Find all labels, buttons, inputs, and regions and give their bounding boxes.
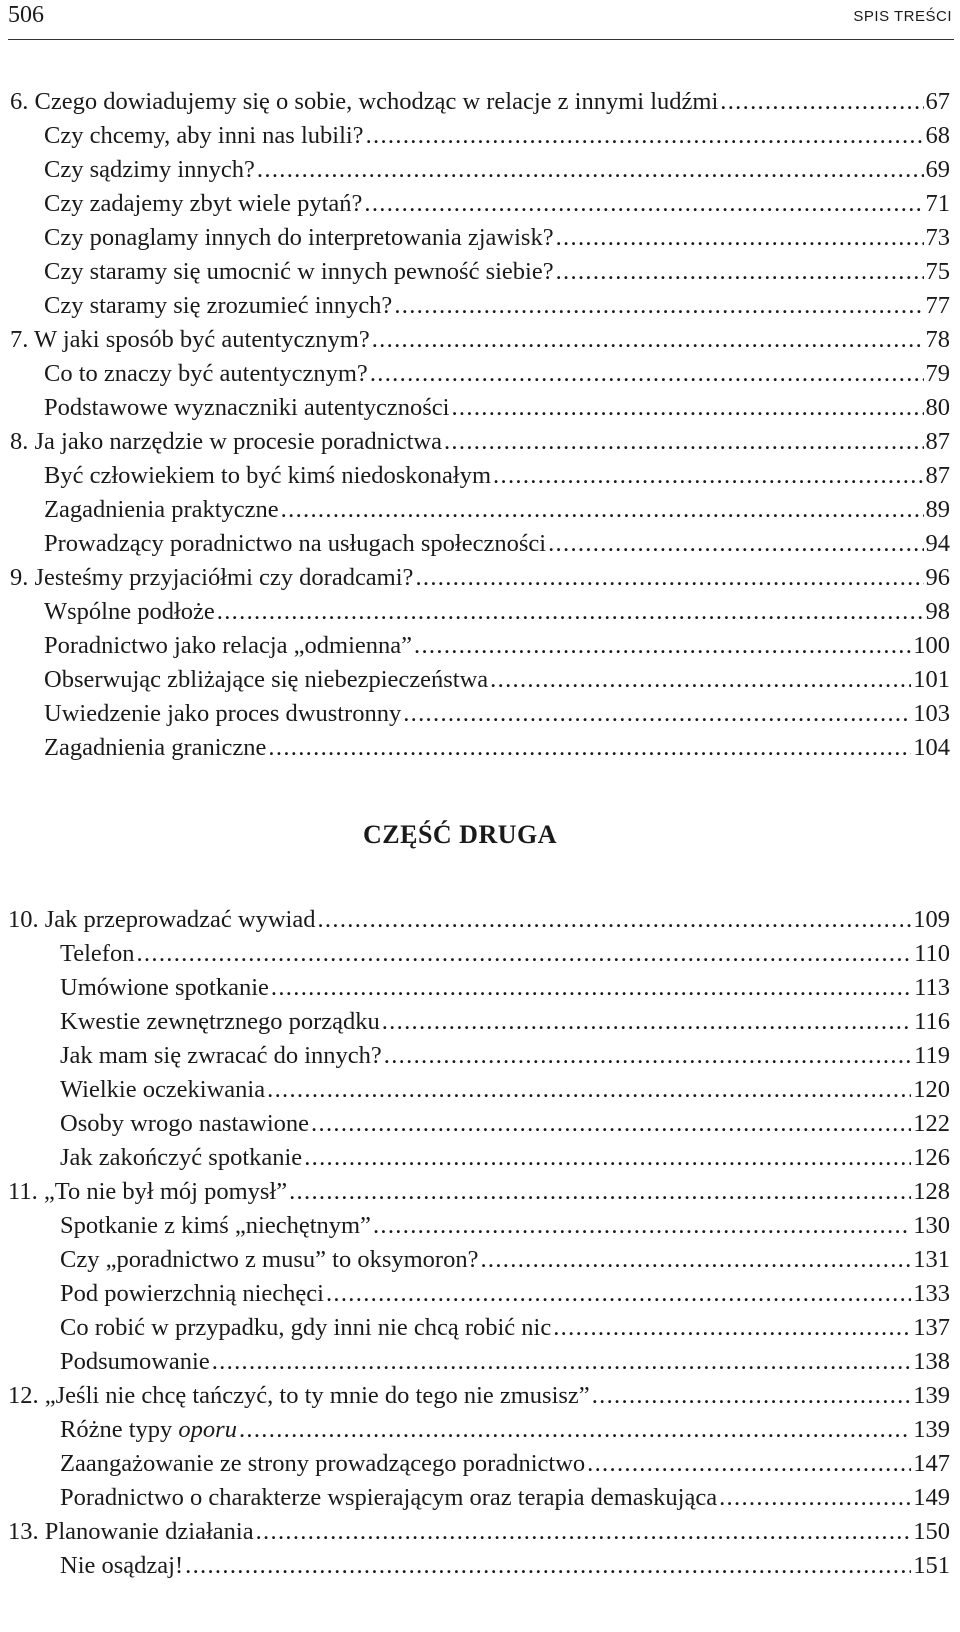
toc-entry-title: 10. Jak przeprowadzać wywiad [8,906,316,933]
toc-entry[interactable] [44,118,950,154]
toc-entry[interactable] [60,936,950,972]
toc-entry-chapter-11[interactable] [8,1174,950,1210]
toc-entry-page: 79 [925,360,950,387]
toc-entry[interactable] [44,152,950,188]
dot-leader [556,220,924,256]
toc-entry-page: 103 [913,700,950,727]
dot-leader [217,594,924,630]
dot-leader [281,492,924,528]
dot-leader [364,186,923,222]
toc-entry-title: 8. Ja jako narzędzie w procesie poradnictwa [10,428,442,455]
toc-entry-title: Zagadnienia graniczne [44,734,267,761]
toc-entry[interactable] [44,220,950,256]
toc-entry-title: Czy chcemy, aby inni nas lubili? [44,122,364,149]
dot-leader [587,1446,911,1482]
toc-entry[interactable] [60,1276,950,1312]
toc-entry-chapter-6[interactable] [10,84,950,120]
toc-entry-title: Co robić w przypadku, gdy inni nie chcą robić nic [60,1314,552,1341]
toc-entry-page: 149 [913,1484,950,1511]
toc-entry-page: 131 [913,1246,950,1273]
toc-entry-title: Czy „poradnictwo z musu” to oksymoron? [60,1246,479,1273]
dot-leader [304,1140,911,1176]
toc-entry[interactable] [60,1412,950,1448]
toc-entry-page: 126 [913,1144,950,1171]
toc-entry-page: 100 [913,632,950,659]
toc-entry-title: 12. „Jeśli nie chcę tańczyć, to ty mnie do tego nie zmusisz” [8,1382,590,1409]
dot-leader [719,1480,911,1516]
toc-entry-title-italic: oporu [178,1416,237,1443]
toc-entry-title-plain: Różne typy [60,1416,179,1443]
toc-entry-page: 150 [913,1518,950,1545]
toc-entry-title: Podstawowe wyznaczniki autentyczności [44,394,450,421]
page-number: 506 [8,2,44,28]
toc-entry-title: Uwiedzenie jako proces dwustronny [44,700,402,727]
toc-entry-page: 139 [913,1382,950,1409]
toc-entry-page: 104 [913,734,950,761]
toc-entry[interactable] [44,628,950,664]
toc-entry-page: 137 [913,1314,950,1341]
dot-leader [311,1106,911,1142]
toc-entry[interactable] [44,730,950,766]
toc-entry[interactable] [44,662,950,698]
toc-entry-page: 133 [913,1280,950,1307]
toc-entry-title: 7. W jaki sposób być autentycznym? [10,326,370,353]
toc-entry-title: Czy staramy się umocnić w innych pewność siebie? [44,258,554,285]
toc-entry[interactable] [44,356,950,392]
toc-entry-title: Obserwując zbliżające się niebezpieczeństwa [44,666,489,693]
toc-entry-page: 147 [913,1450,950,1477]
toc-entry-page: 98 [925,598,950,625]
dot-leader [239,1412,911,1448]
toc-entry[interactable] [44,186,950,222]
toc-entry[interactable] [44,288,950,324]
toc-entry-page: 120 [913,1076,950,1103]
dot-leader [373,1208,911,1244]
toc-entry-title: Spotkanie z kimś „niechętnym” [60,1212,371,1239]
toc-entry-page: 69 [925,156,950,183]
dot-leader [592,1378,912,1414]
toc-entry-page: 96 [925,564,950,591]
toc-entry-page: 138 [913,1348,950,1375]
toc-entry-page: 116 [914,1008,950,1035]
dot-leader [317,902,911,938]
toc-entry-title: Zaangażowanie ze strony prowadzącego poradnictwo [60,1450,586,1477]
toc-entry-chapter-13[interactable] [8,1514,950,1550]
dot-leader [493,458,923,494]
toc-entry[interactable] [60,1242,950,1278]
dot-leader [212,1344,912,1380]
toc-entry-title: 11. „To nie był mój pomysł” [8,1178,288,1205]
toc-entry-title: Czy staramy się zrozumieć innych? [44,292,393,319]
toc-entry-title: Co to znaczy być autentycznym? [44,360,368,387]
toc-entry-page: 71 [925,190,950,217]
toc-entry-title: Zagadnienia praktyczne [44,496,279,523]
toc-entry[interactable] [60,1208,950,1244]
toc-entry[interactable] [60,1344,950,1380]
toc-entry-title: Osoby wrogo nastawione [60,1110,310,1137]
toc-entry-page: 78 [925,326,950,353]
toc-entry-page: 128 [913,1178,950,1205]
toc-entry[interactable] [60,1480,950,1516]
toc-entry[interactable] [60,1038,950,1074]
header-rule [8,39,954,40]
dot-leader [444,424,924,460]
toc-entry-title: Wielkie oczekiwania [60,1076,266,1103]
toc-entry[interactable] [44,254,950,290]
dot-leader [414,628,911,664]
dot-leader [268,730,911,766]
toc-entry[interactable] [60,1446,950,1482]
toc-entry-page: 87 [925,462,950,489]
toc-entry-title: Poradnictwo jako relacja „odmienna” [44,632,413,659]
dot-leader [720,84,923,120]
toc-entry[interactable] [44,696,950,732]
dot-leader [403,696,911,732]
toc-entry-title: Czy zadajemy zbyt wiele pytań? [44,190,363,217]
toc-entry[interactable] [44,526,950,562]
toc-entry-page: 110 [914,940,950,967]
dot-leader [136,936,912,972]
toc-entry-page: 87 [925,428,950,455]
dot-leader [384,1038,912,1074]
toc-entry-title: Nie osądzaj! [60,1552,184,1579]
toc-entry-page: 119 [914,1042,950,1069]
toc-entry-page: 122 [913,1110,950,1137]
toc-entry-title: 6. Czego dowiadujemy się o sobie, wchodząc w relacje z innymi ludźmi [10,88,719,115]
toc-entry-page: 139 [913,1416,950,1443]
toc-entry-chapter-8[interactable] [10,424,950,460]
toc-entry-chapter-9[interactable] [10,560,950,596]
toc-entry-page: 80 [925,394,950,421]
toc-entry-title: Pod powierzchnią niechęci [60,1280,324,1307]
toc-entry-title [60,1412,237,1448]
toc-entry-title: Umówione spotkanie [60,974,269,1001]
toc-entry-title: Poradnictwo o charakterze wspierającym oraz terapia demaskująca [60,1484,718,1511]
dot-leader [415,560,923,596]
dot-leader [289,1174,911,1210]
toc-entry[interactable] [44,594,950,630]
toc-entry[interactable] [60,970,950,1006]
dot-leader [257,152,924,188]
toc-entry[interactable] [60,1004,950,1040]
toc-entry[interactable] [44,458,950,494]
toc-entry-page: 109 [913,906,950,933]
toc-entry-chapter-12[interactable] [8,1378,950,1414]
toc-entry-page: 77 [925,292,950,319]
dot-leader [366,118,924,154]
toc-entry-page: 113 [914,974,950,1001]
toc-entry-title: Kwestie zewnętrznego porządku [60,1008,380,1035]
part-heading: CZĘŚĆ DRUGA [362,820,558,849]
dot-leader [185,1548,911,1584]
toc-entry-title: Telefon [60,940,135,967]
toc-entry-title: 13. Planowanie działania [8,1518,254,1545]
dot-leader [480,1242,911,1278]
dot-leader [372,322,924,358]
toc-entry-page: 75 [925,258,950,285]
toc-entry-page: 73 [925,224,950,251]
toc-entry-title: Jak mam się zwracać do innych? [60,1042,382,1069]
toc-entry-title: Podsumowanie [60,1348,210,1375]
toc-entry-title: Być człowiekiem to być kimś niedoskonałym [44,462,492,489]
dot-leader [382,1004,912,1040]
toc-entry-title: Czy sądzimy innych? [44,156,255,183]
toc-entry-page: 130 [913,1212,950,1239]
dot-leader [370,356,924,392]
toc-entry-page: 67 [925,88,950,115]
toc-entry-chapter-10[interactable] [8,902,950,938]
toc-entry-title: Jak zakończyć spotkanie [60,1144,303,1171]
toc-entry[interactable] [44,492,950,528]
toc-entry-page: 94 [925,530,950,557]
dot-leader [394,288,923,324]
running-header: SPIS TREŚCI [853,8,952,25]
toc-entry-page: 68 [925,122,950,149]
toc-entry-page: 101 [913,666,950,693]
toc-entry-title: 9. Jesteśmy przyjaciółmi czy doradcami? [10,564,414,591]
dot-leader [556,254,924,290]
toc-entry-page: 151 [913,1552,950,1579]
dot-leader [490,662,911,698]
dot-leader [451,390,923,426]
dot-leader [553,1310,911,1346]
dot-leader [548,526,923,562]
toc-entry-page: 89 [925,496,950,523]
dot-leader [326,1276,911,1312]
dot-leader [256,1514,912,1550]
toc-entry-title: Wspólne podłoże [44,598,215,625]
dot-leader [271,970,912,1006]
toc-entry-chapter-7[interactable] [10,322,950,358]
toc-entry-title: Prowadzący poradnictwo na usługach społeczności [44,530,547,557]
toc-entry[interactable] [60,1140,950,1176]
toc-entry[interactable] [60,1072,950,1108]
toc-entry[interactable] [60,1106,950,1142]
toc-entry[interactable] [44,390,950,426]
toc-entry[interactable] [60,1310,950,1346]
toc-entry[interactable] [60,1548,950,1584]
dot-leader [267,1072,911,1108]
toc-entry-title: Czy ponaglamy innych do interpretowania zjawisk? [44,224,554,251]
